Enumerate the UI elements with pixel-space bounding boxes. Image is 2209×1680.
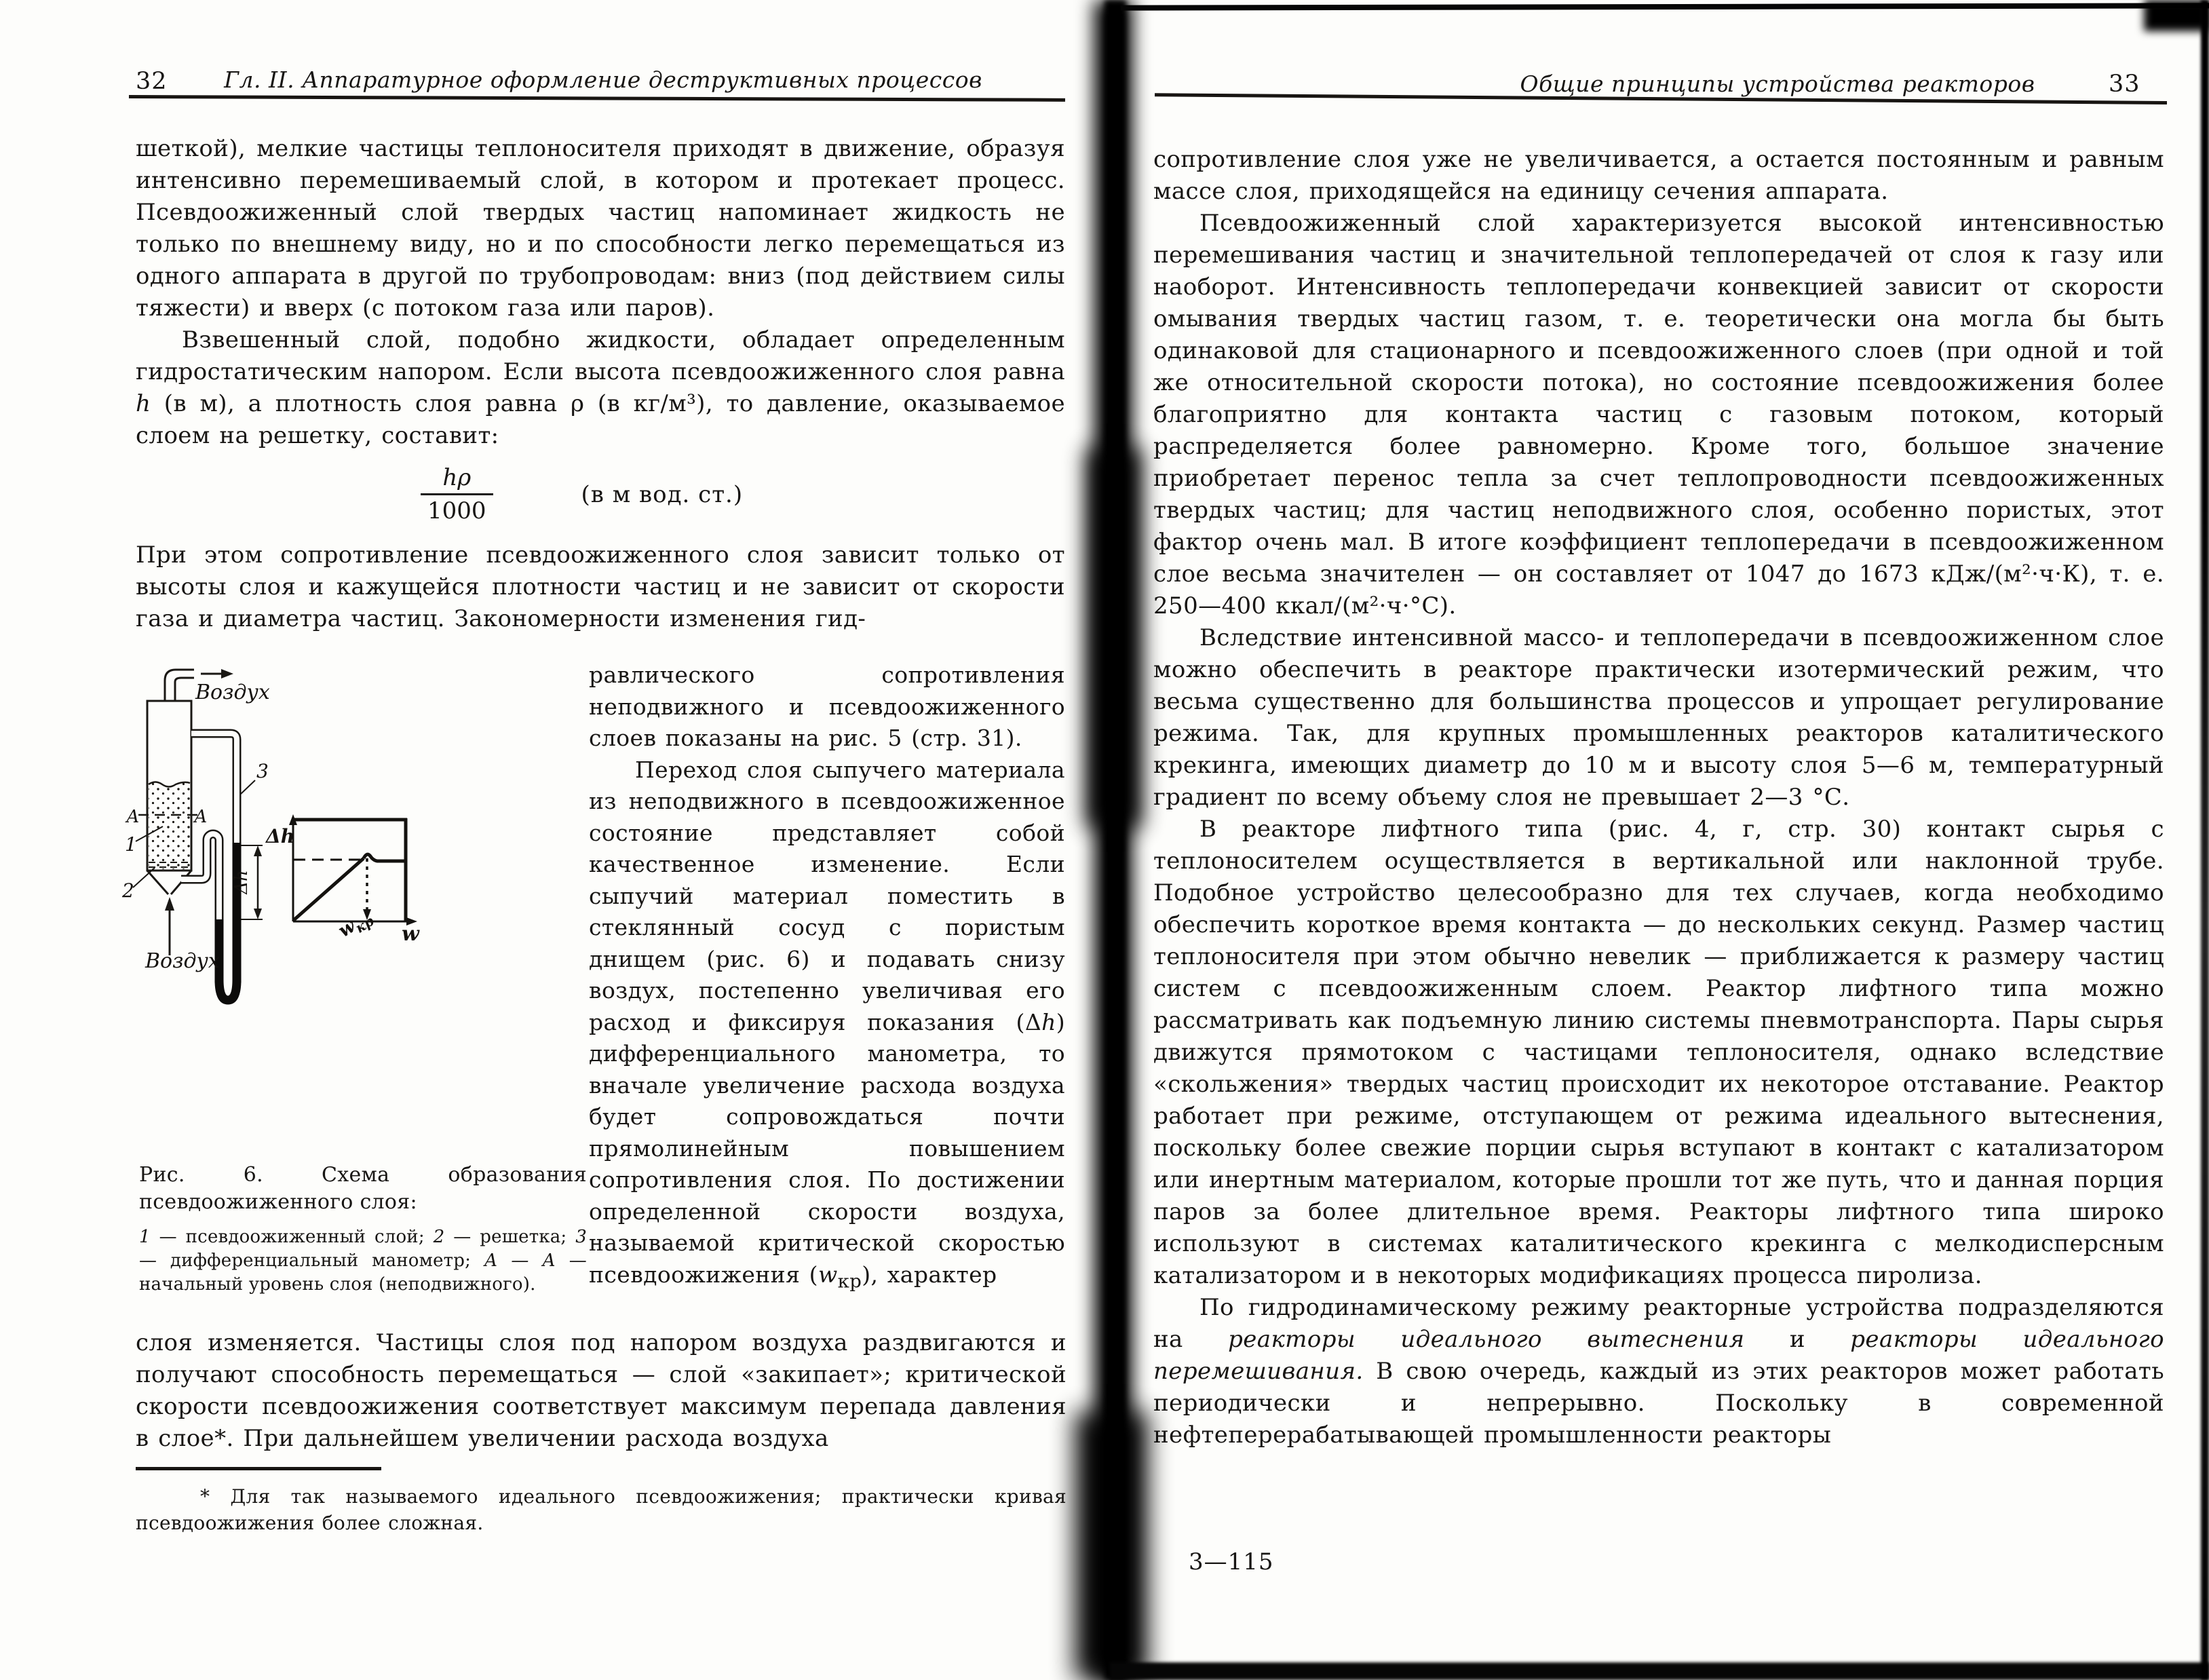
graph-plateau-curve (364, 854, 405, 861)
paragraph: Взвешенный слой, подобно жидкости, обладает определенным гидростатическим напором. Если высота псевдоожиженного слоя равна h (в м), а плотность слоя равна ρ (в кг/м³), то давление, оказываемое слоем на решетку, составит: (136, 326, 1065, 449)
air-in-arrow (165, 897, 174, 911)
graph-x-label: w (402, 922, 419, 946)
paragraph: сопротивление слоя уже не увеличивается, а остается постоянным и равным массе слоя, приходящейся на единицу сечения аппарата. (1153, 146, 2164, 205)
air-out-arrow (221, 669, 233, 679)
footnote-block (136, 1483, 1067, 1536)
signature-mark: 3—115 (1189, 1548, 1274, 1576)
fluidized-bed (149, 782, 190, 870)
graph-rising-curve (294, 858, 364, 920)
footnote-rule (136, 1467, 381, 1470)
right-main-column (1153, 144, 2164, 1451)
figure-caption-legend: 1 — псевдоожиженный слой; 2 — решетка; 3 — дифференциальный манометр; А — А — начальный уровень слоя (неподвижного). (139, 1227, 587, 1295)
binding-gutter-bottom (1075, 1411, 1148, 1680)
scan-right-edge (2201, 0, 2209, 1680)
section-a-left-label: А (126, 807, 140, 827)
figure-caption-title: Рис. 6. Схема образования псевдоожиженного слоя: (139, 1163, 587, 1214)
paragraph: Переход слоя сыпучего материала из неподвижного в псевдоожиженное состояние представляет собой качественное изменение. Если сыпучий материал поместить в стеклянный сосуд с пористым днищем (рис. 6) и подавать снизу воздух, постепенно увеличивая его расход и фиксируя показания (Δh) дифференциального манометра, то вначале увеличение расхода воздуха будет сопровождаться почти прямолинейным повышением сопротивления слоя. По достижении определенной скорости воздуха, называемой критической скоростью псевдоожижения $(w_{кр})$, характер (589, 756, 1065, 1293)
formula-units-note: (в м вод. ст.) (581, 480, 744, 508)
left-resume-column (136, 1327, 1067, 1455)
paragraph: По гидродинамическому режиму реакторные устройства подразделяются на реакторы идеального вытеснения и реакторы идеального перемешивания. В свою очередь, каждый из этих реакторов может работать периодически и непрерывно. Поскольку в современной нефтеперерабатывающей промышленности реакторы (1153, 1294, 2164, 1449)
pressure-formula (136, 464, 1065, 524)
manometer-tube (191, 733, 237, 982)
figure-6 (95, 664, 583, 1170)
paragraph: Вследствие интенсивной массо- и теплопередачи в псевдоожиженном слое можно обеспечить в реакторе практически изотермический режим, что весьма существенно для большинства процессов и упрощает регулирование режима. Так, для крупных промышленных реакторов каталитического крекинга, имеющих диаметр до 10 м и высоту слоя 5—6 м, температурный градиент по всему объему слоя не превышает 2—3 °С. (1153, 624, 2164, 811)
callout-2: 2 (122, 879, 134, 902)
left-page-number: 32 (136, 68, 168, 95)
right-running-head: Общие принципы устройства реакторов (1520, 71, 2035, 97)
paragraph: равлического сопротивления неподвижного и псевдоожиженного слоев показаны на рис. 5 (стр. 31). (589, 662, 1065, 751)
paragraph: Псевдоожиженный слой характеризуется высокой интенсивностью перемешивания частиц и значительной теплопередачей от слоя к газу или наоборот. Интенсивность теплопередачи конвекцией зависит от скорости омывания твердых частиц газом, т. е. теоретически она могла бы быть одинаковой для стационарного и псевдоожиженного слоев (при одной и той же относительной скорости потока), но состояние псевдоожижения более благоприятно для контакта частиц с газовым потоком, который распределяется более равномерно. Кроме того, большое значение приобретает перенос тепла за счет теплопроводности псевдоожиженных твердых частиц; для частиц неподвижного слоя, особенно пористых, этот фактор очень мал. В итоге коэффициент теплопередачи в псевдоожиженном слое весьма значителен — он составляет от 1047 до 1673 кДж/(м²·ч·К), т. е. 250—400 ккал/(м²·ч·°С). (1153, 210, 2164, 619)
scan-top-edge (1121, 3, 2209, 10)
formula-denominator: 1000 (421, 493, 493, 524)
left-main-column (136, 133, 1065, 635)
footnote-text: * Для так называемого идеального псевдоожижения; практически кривая псевдоожижения более сложная. (136, 1485, 1067, 1534)
formula-numerator: hρ (442, 464, 472, 491)
section-a-right-label: А (194, 807, 208, 827)
scan-corner-mark (2144, 0, 2209, 31)
graph-y-label: Δh (266, 825, 295, 847)
paragraph: слоя изменяется. Частицы слоя под напором воздуха раздвигаются и получают способность перемещаться — слой «закипает»; критической скорости псевдоожижения соответствует максимум перепада давления в слое*. При дальнейшем увеличении расхода воздуха (136, 1329, 1067, 1452)
left-running-head: Гл. II. Аппаратурное оформление деструктивных процессов (224, 66, 982, 93)
left-header-rule (129, 95, 1065, 102)
left-wrap-column (589, 660, 1065, 1297)
air-in-label: Воздух (145, 949, 220, 973)
dh-dimension-label: Δh (231, 870, 252, 894)
cone-bottom (147, 871, 168, 894)
right-page-number: 33 (2109, 71, 2140, 98)
paragraph: При этом сопротивление псевдоожиженного слоя зависит только от высоты слоя и кажущейся плотности частиц и не зависит от скорости газа и диаметра частиц. Закономерности изменения гид- (136, 541, 1065, 632)
outlet-pipe (165, 670, 194, 701)
paragraph: шеткой), мелкие частицы теплоносителя приходят в движение, образуя интенсивно перемешиваемый слой, в котором и протекает процесс. Псевдоожиженный слой твердых частиц напоминает жидкость не только по внешнему виду, но и по способности легко перемещаться из одного аппарата в другой по трубопроводам: вниз (под действием силы тяжести) и вверх (с потоком газа или паров). (136, 135, 1065, 322)
figure-6-caption (139, 1162, 587, 1297)
binding-gutter-bulge (1086, 448, 1142, 828)
figure-6-schematic (95, 664, 583, 1167)
scan-bottom-edge (1110, 1662, 2209, 1680)
air-out-label: Воздух (195, 681, 270, 704)
paragraph: В реакторе лифтного типа (рис. 4, г, стр. 30) контакт сырья с теплоносителем осуществляется в вертикальной или наклонной трубе. Подобное устройство целесообразно для тех случаев, когда необходимо обеспечить короткое время контакта — до нескольких секунд. Размер частиц теплоносителя при этом обычно невелик — приближается к размеру частиц систем с псевдоожиженным слоем. Реактор лифтного типа можно рассматривать как подъемную линию системы пневмотранспорта. Пары сырья движутся прямотоком с частицами теплоносителя, однако вследствие «скольжения» твердых частиц происходит их некоторое отставание. Реактор работает при режиме, отступающем от режима идеального вытеснения, поскольку более свежие порции сырья вступают в контакт с катализатором или инертным материалом, которые прошли тот же путь, что и данная порция паров за более длительное время. Реакторы лифтного типа широко используют в системах каталитического крекинга с мелкодисперсным катализатором и в некоторых модификациях процесса пиролиза. (1153, 816, 2164, 1289)
graph-wcr-label: $w_{кр}$ (334, 912, 377, 942)
fraction (421, 464, 493, 524)
callout-1: 1 (125, 833, 137, 856)
callout-3: 3 (256, 760, 269, 782)
